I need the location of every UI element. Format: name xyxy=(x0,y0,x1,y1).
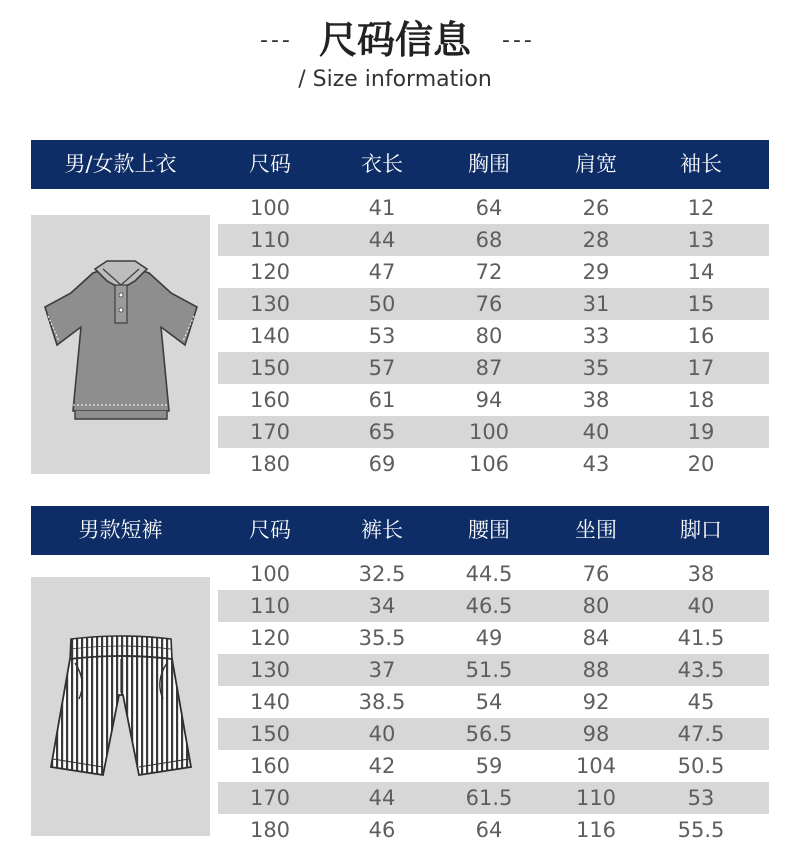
cell-waist: 59 xyxy=(475,754,503,778)
table-row xyxy=(218,814,769,846)
cell-length: 69 xyxy=(368,452,396,476)
table-row xyxy=(218,416,769,448)
cell-leg-opening: 40 xyxy=(687,594,715,618)
cell-sleeve: 13 xyxy=(687,228,715,252)
cell-size: 140 xyxy=(249,690,291,714)
cell-shoulder: 31 xyxy=(582,292,610,316)
table-row xyxy=(218,718,769,750)
striped-shorts-illustration xyxy=(31,577,210,836)
cell-sleeve: 15 xyxy=(687,292,715,316)
header-length: 衣长 xyxy=(361,152,403,176)
cell-length: 50 xyxy=(368,292,396,316)
cell-chest: 72 xyxy=(475,260,503,284)
cell-pants-length: 38.5 xyxy=(358,690,406,714)
cell-size: 110 xyxy=(249,594,291,618)
cell-sleeve: 17 xyxy=(687,356,715,380)
cell-waist: 46.5 xyxy=(465,594,513,618)
cell-waist: 56.5 xyxy=(465,722,513,746)
cell-hip: 88 xyxy=(582,658,610,682)
header-waist: 腰围 xyxy=(468,518,510,542)
cell-size: 100 xyxy=(249,562,291,586)
cell-length: 41 xyxy=(368,196,396,220)
table-row xyxy=(218,654,769,686)
cell-hip: 104 xyxy=(575,754,617,778)
cell-length: 65 xyxy=(368,420,396,444)
shorts-table-rows xyxy=(218,558,769,846)
cell-sleeve: 14 xyxy=(687,260,715,284)
cell-size: 150 xyxy=(249,722,291,746)
cell-waist: 54 xyxy=(475,690,503,714)
cell-chest: 76 xyxy=(475,292,503,316)
cell-waist: 51.5 xyxy=(465,658,513,682)
cell-shoulder: 29 xyxy=(582,260,610,284)
cell-size: 130 xyxy=(249,292,291,316)
cell-waist: 44.5 xyxy=(465,562,513,586)
page-title: 尺码信息 xyxy=(318,18,471,62)
cell-size: 140 xyxy=(249,324,291,348)
cell-hip: 84 xyxy=(582,626,610,650)
cell-shoulder: 38 xyxy=(582,388,610,412)
table-row xyxy=(218,782,769,814)
cell-hip: 80 xyxy=(582,594,610,618)
cell-chest: 100 xyxy=(468,420,510,444)
cell-pants-length: 37 xyxy=(368,658,396,682)
cell-hip: 110 xyxy=(575,786,617,810)
cell-size: 160 xyxy=(249,754,291,778)
cell-size: 100 xyxy=(249,196,291,220)
cell-size: 170 xyxy=(249,420,291,444)
cell-hip: 92 xyxy=(582,690,610,714)
cell-length: 61 xyxy=(368,388,396,412)
cell-length: 53 xyxy=(368,324,396,348)
polo-shirt-icon xyxy=(31,215,210,474)
table-row xyxy=(218,256,769,288)
cell-size: 180 xyxy=(249,452,291,476)
cell-chest: 106 xyxy=(468,452,510,476)
table-row xyxy=(218,352,769,384)
cell-size: 130 xyxy=(249,658,291,682)
cell-pants-length: 44 xyxy=(368,786,396,810)
cell-pants-length: 42 xyxy=(368,754,396,778)
striped-shorts-icon xyxy=(31,577,210,836)
cell-length: 47 xyxy=(368,260,396,284)
table-row xyxy=(218,686,769,718)
cell-sleeve: 16 xyxy=(687,324,715,348)
cell-pants-length: 34 xyxy=(368,594,396,618)
cell-pants-length: 32.5 xyxy=(358,562,406,586)
cell-chest: 68 xyxy=(475,228,503,252)
header-leg-opening: 脚口 xyxy=(680,518,722,542)
cell-chest: 87 xyxy=(475,356,503,380)
cell-leg-opening: 50.5 xyxy=(677,754,725,778)
table-row xyxy=(218,192,769,224)
cell-pants-length: 35.5 xyxy=(358,626,406,650)
cell-pants-length: 40 xyxy=(368,722,396,746)
cell-sleeve: 19 xyxy=(687,420,715,444)
cell-leg-opening: 45 xyxy=(687,690,715,714)
header-product: 男款短裤 xyxy=(78,518,163,542)
table-row xyxy=(218,448,769,480)
shirt-table-header xyxy=(31,140,769,189)
header-hip: 坐围 xyxy=(575,518,617,542)
cell-size: 170 xyxy=(249,786,291,810)
cell-size: 110 xyxy=(249,228,291,252)
table-row xyxy=(218,320,769,352)
cell-size: 120 xyxy=(249,626,291,650)
cell-shoulder: 33 xyxy=(582,324,610,348)
cell-hip: 76 xyxy=(582,562,610,586)
header-chest: 胸围 xyxy=(468,152,510,176)
cell-shoulder: 43 xyxy=(582,452,610,476)
cell-hip: 98 xyxy=(582,722,610,746)
cell-sleeve: 20 xyxy=(687,452,715,476)
cell-chest: 80 xyxy=(475,324,503,348)
title-dash-left: --- xyxy=(260,28,293,53)
cell-sleeve: 12 xyxy=(687,196,715,220)
cell-waist: 64 xyxy=(475,818,503,842)
cell-length: 57 xyxy=(368,356,396,380)
cell-size: 180 xyxy=(249,818,291,842)
cell-chest: 64 xyxy=(475,196,503,220)
table-row xyxy=(218,288,769,320)
cell-size: 150 xyxy=(249,356,291,380)
cell-leg-opening: 55.5 xyxy=(677,818,725,842)
header-shoulder: 肩宽 xyxy=(575,152,617,176)
cell-leg-opening: 47.5 xyxy=(677,722,725,746)
table-row xyxy=(218,224,769,256)
cell-shoulder: 28 xyxy=(582,228,610,252)
cell-shoulder: 40 xyxy=(582,420,610,444)
table-row xyxy=(218,384,769,416)
shirt-table-rows xyxy=(218,192,769,480)
cell-sleeve: 18 xyxy=(687,388,715,412)
header-pants-length: 裤长 xyxy=(361,518,403,542)
cell-leg-opening: 41.5 xyxy=(677,626,725,650)
table-row xyxy=(218,750,769,782)
table-row xyxy=(218,558,769,590)
cell-hip: 116 xyxy=(575,818,617,842)
cell-shoulder: 35 xyxy=(582,356,610,380)
header-product: 男/女款上衣 xyxy=(64,152,177,176)
page-title-block xyxy=(0,14,790,66)
header-size: 尺码 xyxy=(249,152,291,176)
header-sleeve: 袖长 xyxy=(680,152,722,176)
shorts-table-header xyxy=(31,506,769,555)
page-subtitle: / Size information xyxy=(298,67,492,92)
cell-leg-opening: 38 xyxy=(687,562,715,586)
polo-shirt-illustration xyxy=(31,215,210,474)
cell-size: 120 xyxy=(249,260,291,284)
header-size: 尺码 xyxy=(249,518,291,542)
cell-leg-opening: 43.5 xyxy=(677,658,725,682)
title-dash-right: --- xyxy=(502,28,535,53)
table-row xyxy=(218,590,769,622)
cell-pants-length: 46 xyxy=(368,818,396,842)
cell-leg-opening: 53 xyxy=(687,786,715,810)
cell-chest: 94 xyxy=(475,388,503,412)
cell-waist: 61.5 xyxy=(465,786,513,810)
cell-size: 160 xyxy=(249,388,291,412)
cell-shoulder: 26 xyxy=(582,196,610,220)
table-row xyxy=(218,622,769,654)
cell-waist: 49 xyxy=(475,626,503,650)
cell-length: 44 xyxy=(368,228,396,252)
